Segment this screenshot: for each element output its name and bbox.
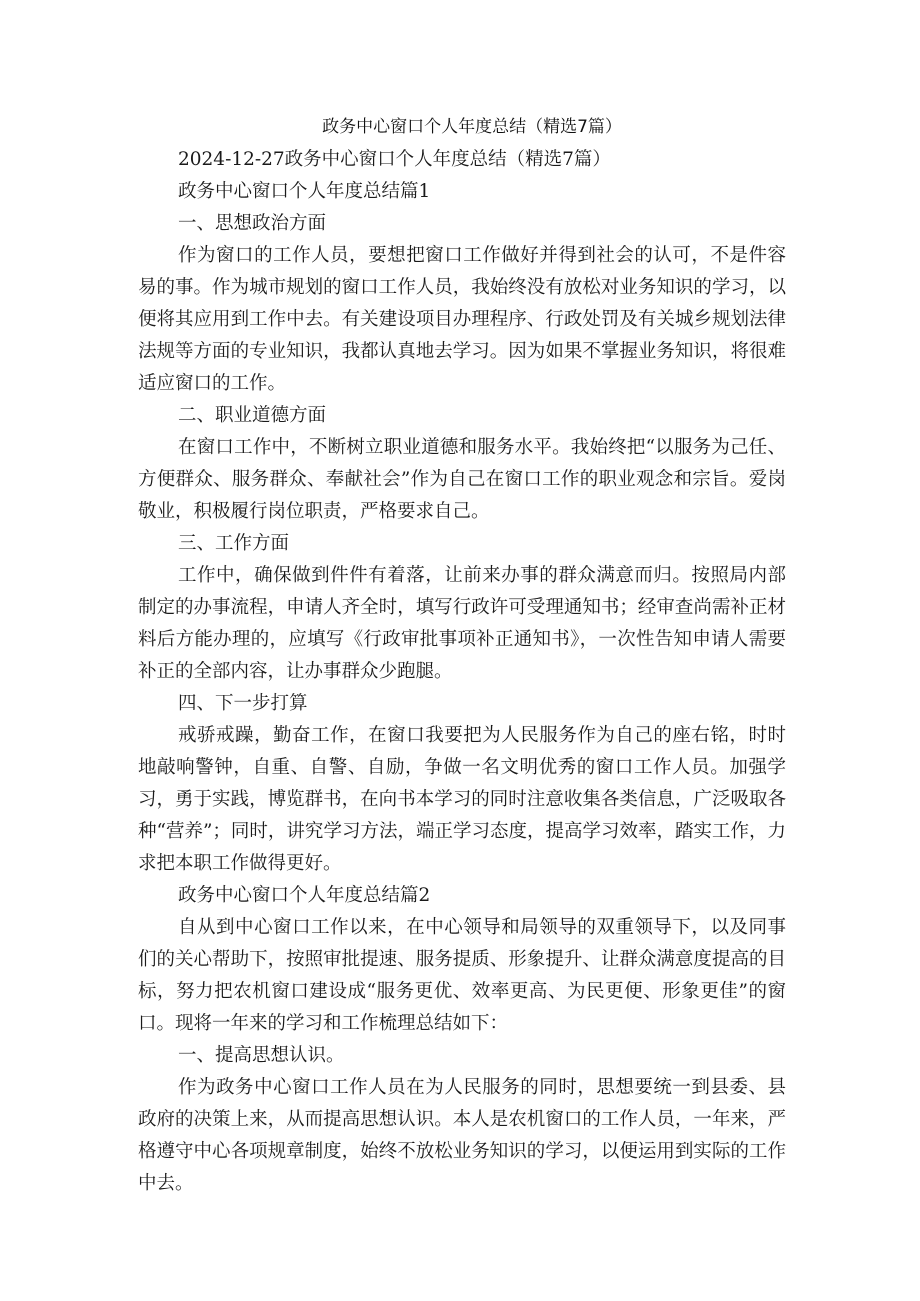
- part1-paragraph-3: 工作中，确保做到件件有着落，让前来办事的群众满意而归。按照局内部制定的办事流程，申请人齐全时，填写行政许可受理通知书；经审查尚需补正材料后方能办理的，应填写《行政审批事项补正通知书》，一次性告知申请人需要补正的全部内容，让办事群众少跑腿。: [138, 565, 786, 682]
- part2-paragraph-2: 作为政务中心窗口工作人员在为人民服务的同时，思想要统一到县委、县政府的决策上来，从而提高思想认识。本人是农机窗口的工作人员，一年来，严格遵守中心各项规章制度，始终不放松业务知识的学习，以便运用到实际的工作中去。: [138, 1077, 786, 1194]
- part1-heading-1: 一、思想政治方面: [178, 213, 327, 234]
- part1-paragraph-4: 戒骄戒躁，勤奋工作，在窗口我要把为人民服务作为自己的座右铭，时时地敲响警钟，自重、自警、自励，争做一名文明优秀的窗口工作人员。加强学习，勇于实践，博览群书，在向书本学习的同时注意收集各类信息，广泛吸取各种“营养”；同时，讲究学习方法，端正学习态度，提高学习效率，踏实工作，力求把本职工作做得更好。: [138, 725, 786, 874]
- part1-heading-2: 二、职业道德方面: [178, 405, 327, 426]
- part1-paragraph-2: 在窗口工作中，不断树立职业道德和服务水平。我始终把“以服务为己任、方便群众、服务群众、奉献社会”作为自己在窗口工作的职业观念和宗旨。爱岗敬业，积极履行岗位职责，严格要求自己。: [138, 437, 786, 522]
- part1-heading-3: 三、工作方面: [178, 533, 290, 554]
- part1-heading-4: 四、下一步打算: [178, 693, 308, 714]
- part2-heading-1: 一、提高思想认识。: [178, 1045, 345, 1066]
- part2-title: 政务中心窗口个人年度总结篇2: [178, 885, 431, 906]
- part1-paragraph-1: 作为窗口的工作人员，要想把窗口工作做好并得到社会的认可，不是件容易的事。作为城市规划的窗口工作人员，我始终没有放松对业务知识的学习，以便将其应用到工作中去。有关建设项目办理程序、行政处罚及有关城乡规划法律法规等方面的专业知识，我都认真地去学习。因为如果不掌握业务知识，将很难适应窗口的工作。: [138, 245, 786, 394]
- date-subtitle: 2024-12-27政务中心窗口个人年度总结（精选7篇）: [178, 149, 611, 170]
- document-title: 政务中心窗口个人年度总结（精选7篇）: [322, 117, 622, 137]
- part1-title: 政务中心窗口个人年度总结篇1: [178, 181, 431, 202]
- part2-paragraph-1: 自从到中心窗口工作以来，在中心领导和局领导的双重领导下，以及同事们的关心帮助下，按照审批提速、服务提质、形象提升、让群众满意度提高的目标，努力把农机窗口建设成“服务更优、效率更高、为民更便、形象更佳”的窗口。现将一年来的学习和工作梳理总结如下：: [138, 917, 786, 1034]
- document-body: [138, 112, 786, 1200]
